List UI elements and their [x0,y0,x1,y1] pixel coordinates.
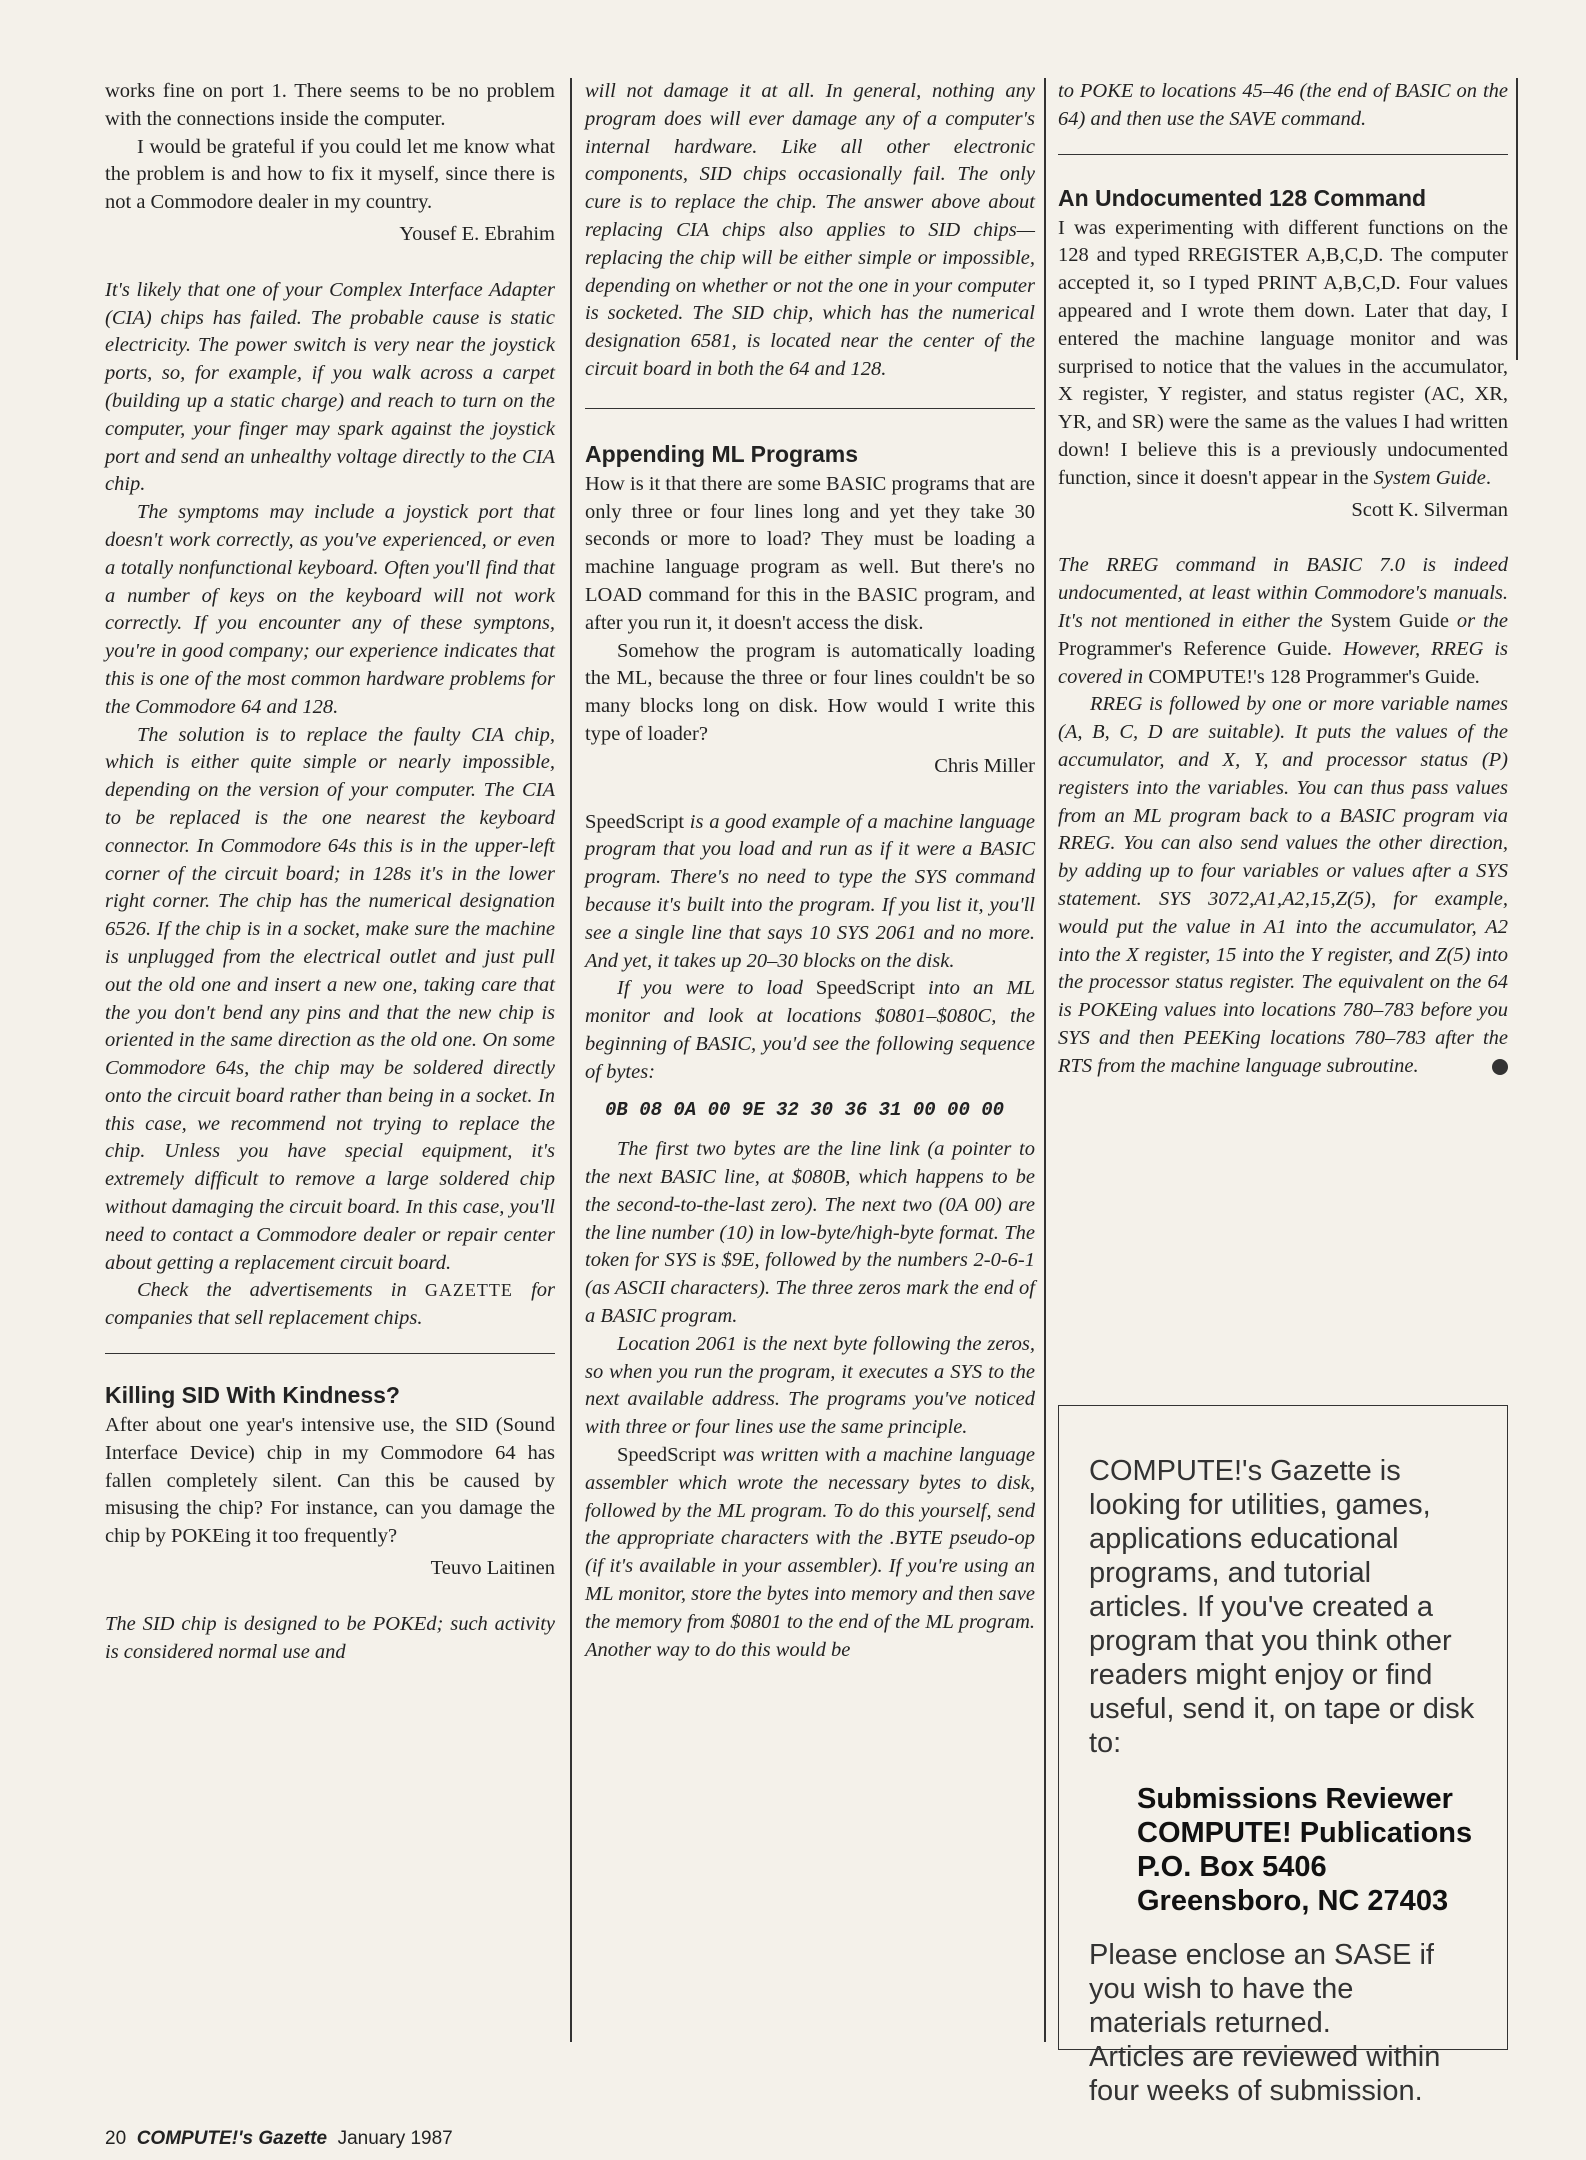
page-number: 20 [105,2128,127,2149]
letter-text: I was experimenting with different functions on the 128 and typed RREGISTER A,B,C,D. The computer accepted it, so I typed PRINT A,B,C,D. Four values appeared and I wrote them down. Later that day, I entered the machine language monitor and was surprised to notice that the values in the accumulator, X register, Y register, and status register (AC, XR, YR, and SR) were the same as the values I had written down! I believe this is a previously undocumented function, since it doesn't appear in the System Guide. [1058,216,1508,489]
letter-signature: Yousef E. Ebrahim [399,222,555,245]
section-divider [105,1353,555,1354]
box-text: COMPUTE!'s Gazette is looking for utilities, games, applications educational programs, and tutorial articles. If you've created a program that you think other readers might enjoy or find useful, send it, on tape or disk to: [1089,1455,1475,1759]
letter-signature: Scott K. Silverman [1351,498,1508,521]
answer-text: SpeedScript is a good example of a machine language program that you load and run as if it were a BASIC program. There's no need to type the SYS command because it's built into the program. If you list it, you'll see a single line that says 10 SYS 2061 and no more. And yet, it takes up 20–30 blocks on the disk. [585,810,1035,972]
letter-signature: Chris Miller [934,754,1035,777]
issue-date: January 1987 [337,2128,453,2149]
magazine-name: COMPUTE!'s Gazette [136,2128,328,2149]
column-2 [585,78,1035,1664]
answer-text: SpeedScript was written with a machine language assembler which wrote the necessary bytes to disk, followed by the ML program. To do this yourself, send the appropriate characters with the .BYTE pseudo-op (if it's available in your assembler). If you're using an ML monitor, store the bytes into memory and then save the memory from $0801 to the end of the ML program. Another way to do this would be [585,1444,1035,1661]
answer-text: will not damage it at all. In general, nothing any program does will ever damage any of a computer's internal hardware. Like all other electronic components, SID chips occasionally fail. The only cure is to replace the chip. The answer above about replacing CIA chips also applies to SID chips—replacing the chip will be either simple or impossible, depending on whether or not the one in your computer is socketed. The SID chip, which has the numerical designation 6581, is located near the center of the circuit board in both the 64 and 128. [585,80,1035,380]
mailing-address: Submissions Reviewer COMPUTE! Publications P.O. Box 5406 Greensboro, NC 27403 [1137,1783,1473,1917]
answer-text: The first two bytes are the line link (a pointer to the next BASIC line, at $080B, which happens to be the second-to-the-last zero). The next two (0A 00) are the line number (10) in low-byte/high-byte format. The token for SYS is $9E, followed by the numbers 2-0-6-1 (as ASCII characters). The three zeros mark the end of a BASIC program. [585,1138,1035,1328]
box-text: Articles are reviewed within four weeks of submission. [1089,2041,1441,2107]
answer-text: The RREG command in BASIC 7.0 is indeed undocumented, at least within Commodore's manuals. It's not mentioned in either the System Guide or the Programmer's Reference Guide. However, RREG is covered in COMPUTE!'s 128 Programmer's Guide. [1058,554,1509,688]
answer-text: The SID chip is designed to be POKEd; such activity is considered normal use and [105,1612,555,1663]
answer-text: The symptoms may include a joystick port that doesn't work correctly, as you've experienced, or even a totally nonfunctional keyboard. Often you'll find that a number of keys on the keyboard will not work correctly. If you encounter any of these symptons, you're in good company; our experience indicates that this is one of the most common hardware problems for the Commodore 64 and 128. [105,501,555,718]
answer-text: The solution is to replace the faulty CIA chip, which is either quite simple or nearly impossible, depending on the version of your computer. The CIA to be replaced is the one nearest the keyboard connector. In Commodore 64s this is in the upper-left corner of the circuit board; in 128s it's in the lower right corner. The chip has the numerical designation 6526. If the chip is in a socket, make sure the machine is unplugged from the electrical outlet and just pull out the old one and insert a new one, taking care that the you don't bend any pins and that the new chip is oriented in the same direction as the old one. On some Commodore 64s, the chip may be soldered directly onto the circuit board rather than being in a socket. In this case, we recommend not trying to replace the chip. Unless you have special equipment, it's extremely difficult to remove a large soldered chip without damaging the circuit board. In this case, you'll need to contact a Commodore dealer or repair center about getting a replacement circuit board. [105,723,555,1274]
column-divider [1044,78,1046,2042]
section-heading: Killing SID With Kindness? [105,1382,400,1409]
column-divider [570,78,572,2042]
gazette-name: GAZETTE [424,1280,513,1301]
answer-text: to POKE to locations 45–46 (the end of BASIC on the 64) and then use the SAVE command. [1058,80,1508,130]
letter-text: After about one year's intensive use, the SID (Sound Interface Device) chip in my Commodore 64 has fallen completely silent. Can this be caused by misusing the chip? For instance, can you damage the chip by POKEing it too frequently? [105,1414,555,1548]
column-3 [1058,78,1508,1081]
answer-text: RREG is followed by one or more variable names (A, B, C, D are suitable). It puts the values of the accumulator, and X, Y, and processor status (P) registers into the variables. You can thus pass values from an ML program back to a BASIC program via RREG. You can also send values the other direction, by adding up to four variables or values after a SYS statement. SYS 3072,A1,A2,15,Z(5), for example, would put the value in A1 into the accumulator, A2 into the X register, 15 into the Y register, and Z(5) into the processor status register. The equivalent on the 64 is POKEing values into locations 780–783 before you SYS and then PEEKing locations 780–783 after the RTS from the machine language subroutine. [1058,693,1508,1077]
page-footer [105,2128,453,2150]
column-divider [1516,78,1518,360]
letter-text: I would be grateful if you could let me know what the problem is and how to fix it myself, since there is not a Commodore dealer in my country. [105,135,555,214]
answer-text: It's likely that one of your Complex Interface Adapter (CIA) chips has failed. The probable cause is static electricity. The power switch is very near the joystick ports, so, for example, if you walk across a carpet (building up a static charge) and reach to turn on the computer, your finger may spark against the joystick port and send an unhealthy voltage directly to the CIA chip. [105,278,555,496]
letter-text: Somehow the program is automatically loading the ML, because the three or four lines couldn't be so many blocks long on disk. How would I write this type of loader? [585,639,1035,745]
letter-signature: Teuvo Laitinen [430,1557,555,1580]
section-heading: Appending ML Programs [585,440,859,467]
box-text: Please enclose an SASE if you wish to have the materials returned. [1089,1939,1434,2039]
letter-text: works fine on port 1. There seems to be no problem with the connections inside the computer. [105,80,555,130]
section-heading: An Undocumented 128 Command [1058,184,1427,211]
end-of-article-icon [1492,1059,1508,1075]
answer-text: Check the advertisements in GAZETTE for companies that sell replacement chips. [105,1279,555,1330]
submissions-box [1058,1405,1508,2107]
byte-sequence: 0B 08 0A 00 9E 32 30 36 31 00 00 00 [605,1098,1005,1121]
section-divider [1058,154,1508,155]
answer-text: If you were to load SpeedScript into an ML monitor and look at locations $0801–$080C, the beginning of BASIC, you'd see the following sequence of bytes: [585,977,1035,1083]
letter-text: How is it that there are some BASIC programs that are only three or four lines long and yet they take 30 seconds or more to load? They must be loading a machine language program as well. But there's no LOAD command for this in the BASIC program, and after you run it, it doesn't access the disk. [585,472,1035,634]
section-divider [585,408,1035,409]
column-1 [105,78,555,1666]
answer-text: Location 2061 is the next byte following the zeros, so when you run the program, it executes a SYS to the next available address. The programs you've noticed with three or four lines use the same principle. [585,1332,1035,1439]
